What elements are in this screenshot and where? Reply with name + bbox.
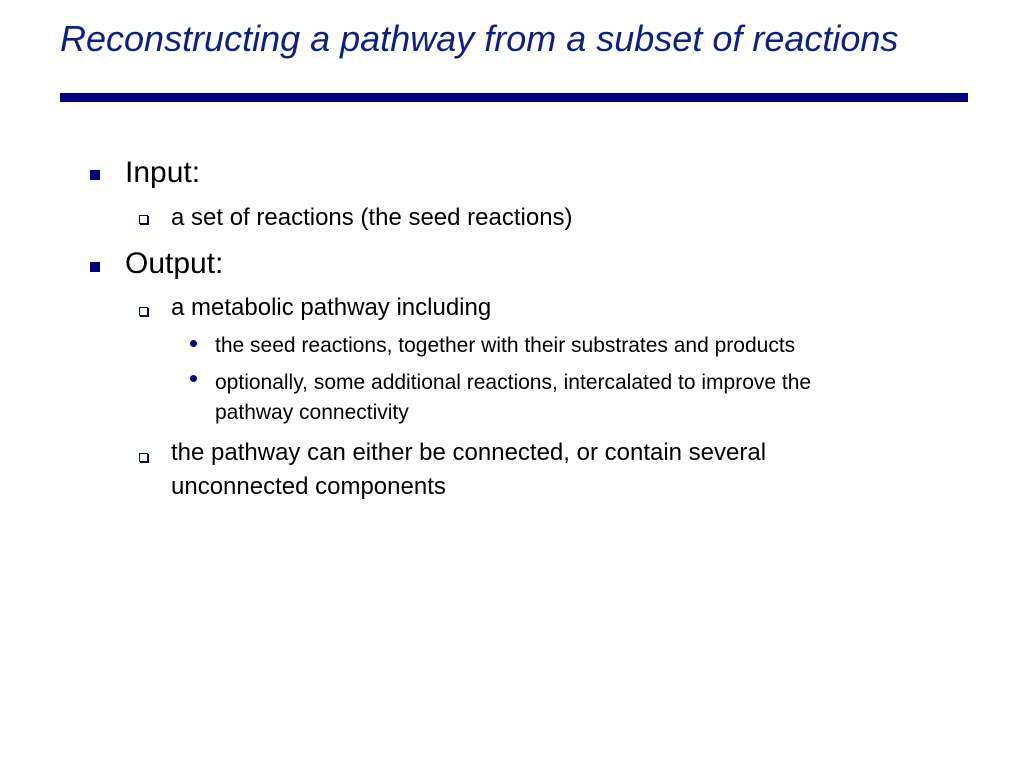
hollow-square-bullet-icon [139, 215, 148, 224]
output-item: a metabolic pathway including [171, 294, 492, 321]
hollow-square-bullet-icon [139, 307, 148, 316]
slide-title: Reconstructing a pathway from a subset of reactions [60, 18, 899, 59]
output-item-2-line-2: unconnected components [171, 473, 446, 500]
square-bullet-icon [90, 170, 100, 180]
title-rule [60, 93, 968, 102]
output-subitem-2-line-2: pathway connectivity [215, 401, 409, 424]
hollow-square-bullet-icon [139, 453, 148, 462]
output-item-2-line-1: the pathway can either be connected, or contain several [171, 439, 767, 466]
dot-bullet-icon [190, 375, 197, 382]
input-label: Input: [125, 156, 201, 189]
output-label: Output: [125, 247, 224, 280]
output-subitem-1: the seed reactions, together with their substrates and products [215, 334, 796, 357]
dot-bullet-icon [190, 340, 197, 347]
input-item: a set of reactions (the seed reactions) [171, 204, 573, 231]
square-bullet-icon [90, 262, 100, 272]
output-subitem-2-line-1: optionally, some additional reactions, intercalated to improve the [215, 371, 812, 394]
